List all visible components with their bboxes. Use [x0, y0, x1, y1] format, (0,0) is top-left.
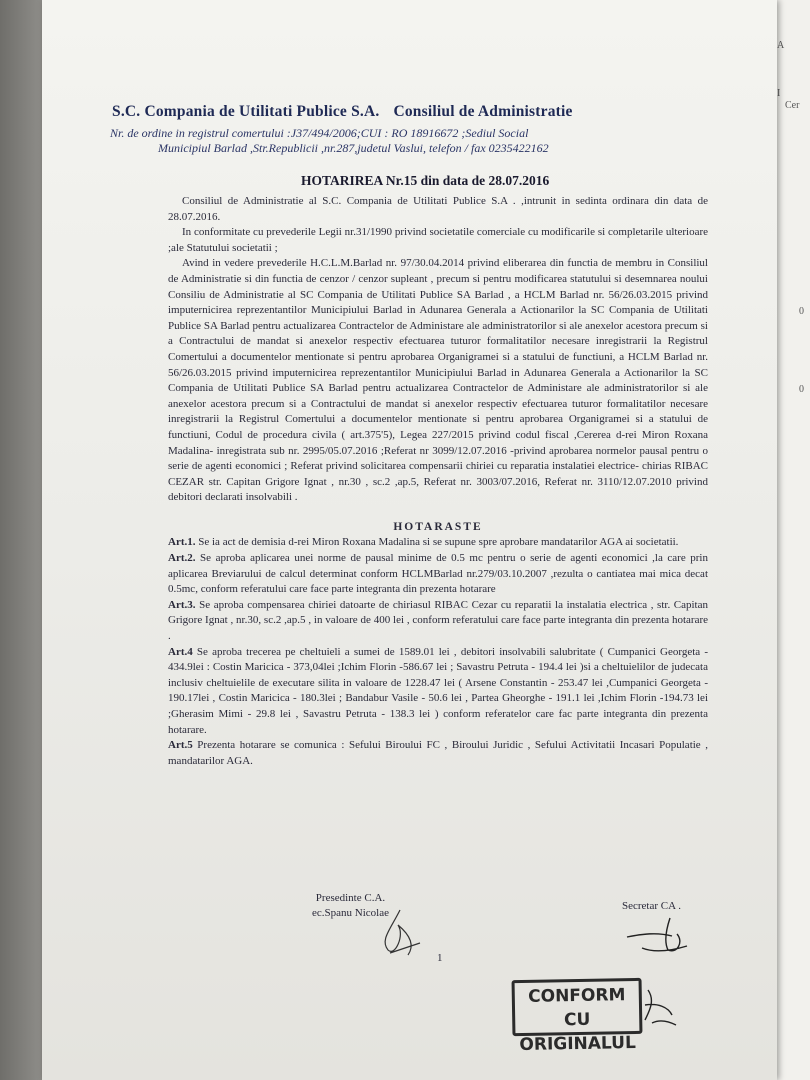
article-text: Se ia act de demisia d-rei Miron Roxana Madalina si se supune spre aprobare mandatarilor AGA ai societatii. [195, 536, 679, 549]
article-label: Art.1. [168, 536, 196, 549]
stamp-line-1: CONFORM CU [528, 985, 626, 1031]
side-fragment: 0 [799, 306, 804, 317]
article-text: Se aproba compensarea chiriei datoarte de chiriasul RIBAC Cezar cu reparatii la instalatia electrica , str. Capitan Grigore Ignat , nr.30, sc.2 ,ap.5 , in valoare de 400 lei , conform referatului care face parte integranta din prezenta hotarare . [168, 598, 708, 643]
letterhead-title [112, 103, 573, 121]
secretary-label: Secretar CA . [622, 900, 681, 912]
article-label: Art.4 [168, 645, 193, 658]
article-2 [168, 551, 708, 598]
side-fragment: I [777, 88, 781, 99]
decision-heading: HOTARASTE [393, 520, 483, 533]
document-title: HOTARIREA Nr.15 din data de 28.07.2016 [301, 173, 550, 188]
stamp-signature-scribble [640, 985, 680, 1030]
page-number: 1 [437, 952, 443, 964]
president-title: Presedinte C.A. [315, 892, 386, 904]
registry-line: Nr. de ordine in registrul comertului :J37/494/2006;CUI : RO 18916672 ;Sediul Social [110, 126, 529, 140]
president-name: ec.Spanu Nicolae [312, 907, 389, 919]
considering-paragraph: Avind in vedere prevederile H.C.L.M.Barlad nr. 97/30.04.2014 privind eliberarea din functia de membru in Consiliul de Administratie si din functia de cenzor / cenzor supleant , precum si pentru modificarea statutului si desemnarea noului Consiliu de Administratie al SC Compania de Utilitati Publice SA Barlad , a HCLM Barlad nr. 56/26.03.2015 privind imputernicirea reprezentantilor Municipiului Barlad in Adunarea Generala a Actionarilor la SC Compania de Utilitati Publice SA Barlad pentru actualizarea Contractelor de Administare ale administratorilor si ale anexelor acestora precum si a Contractului de mandat si anexelor respectiv efectuarea tuturor formalitatilor necesare inregistrarii la Registrul Comertului a documentelor mentionate si pentru aprobarea Organigramei si a statului de functiuni, a HCLM Barlad nr. 56/26.03.2015 privind imputernicirea reprezentantilor Municipiului Barlad in Adunarea Generala a Actionarilor la SC Compania de Utilitati Publice SA Barlad pentru actualizarea Contractelor de Administare ale administratorilor si ale anexelor acestora precum si a Contractului de mandat si anexelor respectiv efectuarea tuturor formalitatilor necesare inregistrarii la Registrul Comertului a documentelor mentionate si pentru aprobarea Organigramei si a statului de functiuni, Codul de procedura civila ( art.375'5), Legea 227/2015 privind codul fiscal ,Cererea d-rei Miron Roxana Madalina- inregistrata sub nr. 2995/05.07.2016 ;Referat nr 3099/12.07.2016 -privind aprobarea normelor pausal pentru o serie de agenti economici ; Referat privind solicitarea compensarii chiriei cu reparatia instalatiei electrice- chirias RIBAC CEZAR str. Capitan Grigore Ignat , nr.30 , sc.2 ,ap.5, Referat nr. 3003/07.2016, Referat nr. 3110/12.07.2010 privind debitori declarati insolvabili . [168, 257, 708, 504]
article-label: Art.3. [168, 598, 196, 611]
legal-basis-paragraph: In conformitate cu prevederile Legii nr.31/1990 privind societatile comerciale cu modificarile si completarile ulterioare ;ale Statutului societatii ; [168, 226, 708, 254]
side-fragment: 0 [799, 384, 804, 395]
article-label: Art.5 [168, 739, 193, 752]
article-3 [168, 598, 708, 645]
conform-stamp [512, 978, 643, 1056]
article-text: Prezenta hotarare se comunica : Sefului Biroului FC , Biroului Juridic , Sefului Activitatii Incasari Populatie , mandatarilor AGA. [168, 739, 708, 767]
adjacent-page [772, 0, 810, 1080]
stamp-line-2: ORIGINALUL [519, 1032, 637, 1056]
article-label: Art.2. [168, 552, 196, 565]
article-text: Se aproba aplicarea unei norme de pausal minime de 0.5 mc pentru o serie de agenti economici ,la care prin aplicarea Breviarului de calcul determinat conform HCLMBarlad nr.279/03.10.2007 ,rezulta o cantiatea mai mica decat 0.5mc, conform referatului care face parte integranta din prezenta hotarare [168, 552, 708, 596]
address-line: Municipiul Barlad ,Str.Republicii ,nr.287,judetul Vaslui, telefon / fax 0235422162 [158, 141, 549, 155]
article-text: Se aproba trecerea pe cheltuieli a sumei de 1589.01 lei , debitori insolvabili salubritate ( Cumpanici Georgeta - 434.9lei : Costin Maricica - 373,04lei ;Ichim Florin -586.67 lei ; Savastru Petruta - 194.4 lei )si a cheltuielilor de judecata inclusiv cheltuielile de executare silita in valoare de 1228.47 lei ( Arsene Constantin - 253.47 lei ,Cumpanici Georgeta - 190.17lei , Costin Maricica - 180.3lei ; Bandabur Vasile - 50.6 lei , Partea Gheorghe - 191.1 lei ,Ichim Florin -194.73 lei ;Gherasim Mimi - 29.8 lei , Savastru Petruta - 138.3 lei ) conform referatelor care fac parte integranta din prezenta hotarare. [168, 645, 708, 736]
intro-paragraph: Consiliul de Administratie al S.C. Compania de Utilitati Publice S.A . ,intrunit in sedinta ordinara din data de 28.07.2016. [168, 195, 708, 223]
company-name: S.C. Compania de Utilitati Publice S.A. [112, 103, 380, 120]
secretary-signature-scribble [622, 912, 692, 957]
article-5 [168, 738, 708, 769]
article-4 [168, 645, 708, 739]
document-body [168, 194, 708, 769]
article-1 [168, 535, 708, 551]
president-signature-scribble [370, 905, 430, 960]
side-fragment: A [777, 40, 785, 51]
side-fragment: Cer [785, 100, 800, 111]
board-name: Consiliul de Administratie [393, 103, 573, 120]
